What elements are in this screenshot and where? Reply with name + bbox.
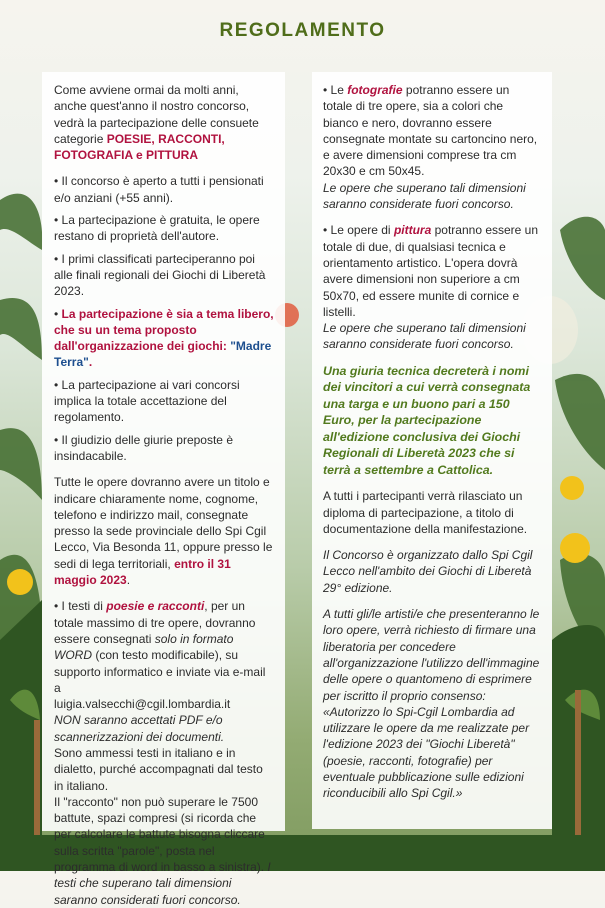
email-link[interactable]: luigia.valsecchi@cgil.lombardia.it	[54, 697, 231, 712]
rule-free-text: La partecipazione è gratuita, le opere restano di proprietà dell'autore.	[54, 213, 260, 244]
release-paragraph: A tutti gli/le artisti/e che presenteranno le loro opere, verrà richiesto di firmare una liberatoria per concedere all'organizzazione l'utilizzo dell'immagine delle opere o quantomeno di esprimere per iscritto il proprio consenso:	[323, 607, 540, 703]
limit-text: Il "racconto" non può superare le 7500 battute, spazi compresi (si ricorda che per calcolare le battute bisogna cliccare sulla scritta "parole", posta nel programma di word in basso a sinistra).	[54, 794, 268, 875]
jury-paragraph: Una giuria tecnica decreterà i nomi dei vincitori a cui verrà consegnata una targa e un buono pari a 150 Euro, per la partecipazione all'edizione conclusiva dei Giochi Regionali di Liberetà 2023 che si terrà a settembre a Cattolica.	[323, 363, 531, 477]
theme-name: "Madre Terra"	[54, 339, 272, 370]
rule-theme	[54, 306, 274, 371]
limit-note	[54, 794, 274, 908]
rule-free	[54, 212, 274, 245]
categories-text-a: POESIE, RACCONTI, FOTOGRAFIA	[54, 131, 225, 163]
rule-jury-text: Il giudizio delle giurie preposte è insindacabile.	[54, 432, 233, 463]
rule-acceptance-text: La partecipazione ai vari concorsi implica la totale accettazione del regolamento.	[54, 377, 240, 425]
rule-finals	[54, 251, 274, 300]
organized-paragraph: Il Concorso è organizzato dallo Spi Cgil Lecco nell'ambito dei Giochi di Liberetà 29° edizione.	[323, 548, 533, 595]
texts-category: poesie e racconti	[106, 599, 205, 614]
texts-c: (con testo modificabile), su supporto informatico e inviate via e-mail a	[54, 648, 266, 695]
photo-rule	[323, 82, 541, 180]
diploma-paragraph: A tutti i partecipanti verrà rilasciato un diploma di partecipazione, a titolo di documentazione della manifestazione.	[323, 489, 528, 536]
rule-theme-end: .	[88, 355, 93, 370]
categories-text-b: PITTURA	[146, 148, 199, 163]
right-column	[312, 72, 552, 829]
works-text: Tutte le opere dovranno avere un titolo e indicare chiaramente nome, cognome, telefono e indirizzo mail, consegnate presso la sede provinciale dello Spi Cgil Lecco, Via Besonda 11, oppure presso le sedi di lega territoriali,	[54, 475, 273, 571]
paint-b: potranno essere un totale di due, di qualsiasi tecnica e orientamento artistico. L'opera dovrà avere dimensioni non superiore a cm 50x70, ed essere munite di cornice e listelli.	[323, 223, 539, 319]
paint-rule	[323, 222, 541, 320]
rule-theme-text: La partecipazione è sia a tema libero, che su un tema proposto dall'organizzazione dei giochi:	[54, 306, 274, 354]
no-pdf-note: NON saranno accettati PDF e/o scannerizzazioni dei documenti.	[54, 713, 225, 744]
texts-b: , per un totale massimo di tre opere, dovranno essere consegnati	[54, 599, 256, 646]
texts-format: solo in formato WORD	[54, 631, 234, 663]
deadline: entro il 31 maggio 2023	[54, 556, 231, 588]
texts-paragraph	[54, 598, 274, 696]
categories-and: e	[132, 148, 147, 163]
left-column	[42, 72, 285, 907]
dialect-note: Sono ammessi testi in italiano e in dialetto, purché accompagnati dal testo in italiano.	[54, 745, 263, 793]
paint-a: Le opere di	[330, 223, 394, 238]
texts-a: I testi di	[61, 599, 107, 614]
rule-age	[54, 173, 274, 206]
works-end: .	[126, 573, 131, 588]
rule-age-text: Il concorso è aperto a tutti i pensionati e/o anziani (+55 anni).	[54, 174, 264, 205]
photo-note: Le opere che superano tali dimensioni saranno considerate fuori concorso.	[323, 180, 526, 212]
rule-jury	[54, 432, 274, 465]
photo-a: Le	[330, 83, 348, 97]
photo-b: potranno essere un totale di tre opere, sia a colori che bianco e nero, dovranno essere consegnate montate su cartoncino nero, e avere dimensioni comprese tra cm 20x30 e cm 50x45.	[323, 83, 538, 179]
paint-category: pittura	[393, 223, 432, 238]
paint-note: Le opere che superano tali dimensioni saranno considerate fuori concorso.	[323, 321, 526, 352]
limit-italic: I testi che superano tali dimensioni saranno considerati fuori concorso.	[54, 860, 271, 907]
intro-text: Come avviene ormai da molti anni, anche quest'anno il nostro concorso, vedrà la partecipazione delle consuete categorie	[54, 83, 259, 146]
photo-category: fotografie	[347, 83, 403, 97]
release-quote: «Autorizzo lo Spi-Cgil Lombardia ad utilizzare le opere da me realizzate per l'edizione 2023 dei "Giochi Liberetà" (poesie, racconti, fotografie) per eventuale pubblicazione sulle edizioni riconducibili allo Spi Cgil.»	[323, 704, 530, 801]
rule-finals-text: I primi classificati parteciperanno poi alle finali regionali dei Giochi di Liberetà 2023.	[54, 251, 266, 299]
page-title: REGOLAMENTO	[219, 20, 386, 41]
rule-acceptance	[54, 377, 274, 426]
intro-paragraph	[54, 82, 274, 163]
works-paragraph	[54, 474, 274, 588]
